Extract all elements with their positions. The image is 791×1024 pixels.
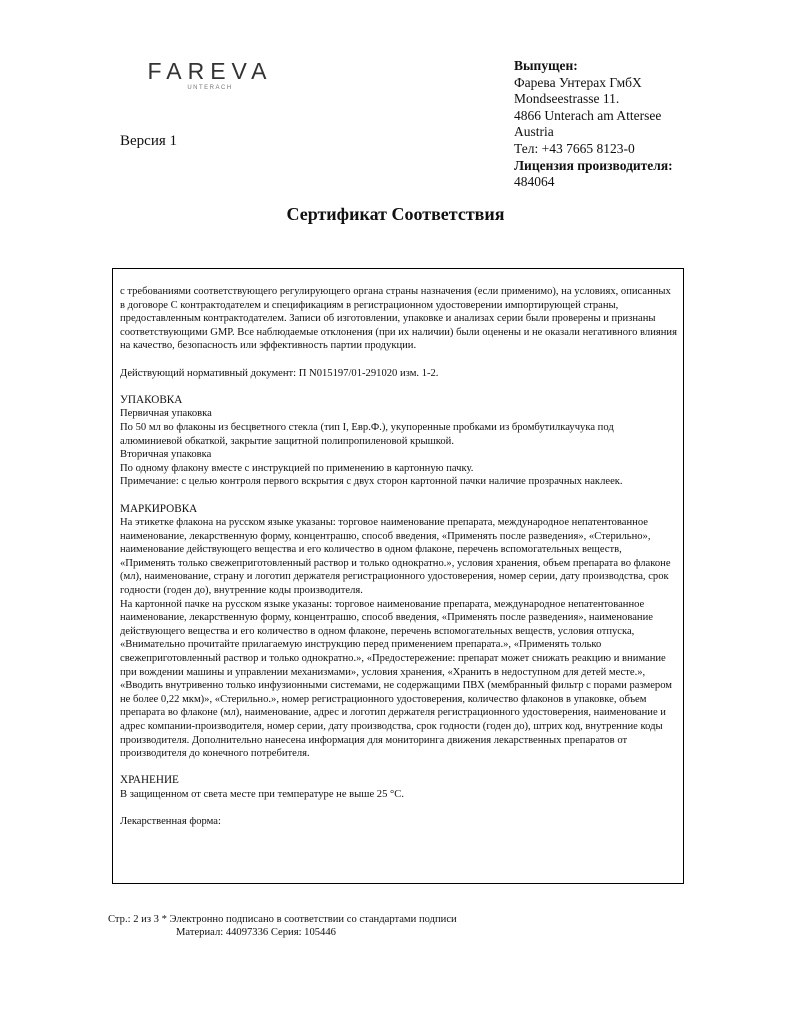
issued-label: Выпущен:	[514, 58, 578, 73]
dosage-form-label: Лекарственная форма:	[120, 816, 221, 828]
issuer-line: Austria	[514, 124, 554, 140]
version-label: Версия 1	[120, 133, 177, 149]
issuer-block	[514, 58, 784, 191]
footer-material-batch: Материал: 44097336 Серия: 105446	[176, 927, 336, 938]
storage-text: В защищенном от света месте при температуре не выше 25 °С.	[120, 788, 405, 800]
page-footer	[108, 913, 768, 939]
normative-document: Действующий нормативный документ: П N015197/01-291020 изм. 1-2.	[120, 367, 439, 379]
issuer-line: Фарева Унтерах ГмбХ	[514, 74, 642, 90]
spacer	[120, 380, 677, 394]
labeling-heading: МАРКИРОВКА	[120, 502, 198, 515]
logo-subtitle: UNTERACH	[187, 85, 233, 91]
certificate-content	[112, 268, 684, 884]
license-label: Лицензия производителя:	[514, 157, 673, 173]
footer-page-signature: Стр.: 2 из 3 * Электронно подписано в соответствии со стандартами подписи	[108, 914, 457, 925]
spacer	[120, 489, 677, 503]
issuer-line: 4866 Unterach am Attersee	[514, 107, 662, 123]
intro-paragraph: с требованиями соответствующего регулирующего органа страны назначения (если применимо), на условиях, описанных в договоре С контрактодателем и спецификациям в регистрационном удостоверении импортирующей страны, предоставленным контрактодателем. Записи об изготовлении, упаковке и анализах серии были проверены и признаны соответствующими GMP. Все наблюдаемые отклонения (при их наличии) были оценены и не оказали негативного влияния на качество, безопасность или эффективность партии продукции.	[120, 286, 677, 352]
vial-labeling-text: На этикетке флакона на русском языке указаны: торговое наименование препарата, международное непатентованное наименование, лекарственную форму, концентрашю, способ введения, «Применять после разведения», «Стерильно», наименование действующего вещества и его количество в одном флаконе, перечень вспомогательных веществ, «Применять только свежеприготовленный раствор и только однократно.», условия хранения, объем препарата во флаконе (мл), наименование, страну и логотип держателя регистрационного удостоверения, номер серии, дату производства, срок годности (годен до), внутренние коды производителя.	[120, 517, 671, 597]
logo-wordmark: FAREVA	[147, 58, 273, 84]
fareva-logo	[125, 58, 295, 92]
carton-labeling-text: На картонной пачке на русском языке указаны: торговое наименование препарата, международное непатентованное наименование, лекарственную форму, концентрашю, способ введения, «Применять после разведения», наименование действующего вещества и его количество в одном флаконе, перечень вспомогательных веществ, условия отпуска, «Внимательно прочитайте прилагаемую инструкцию перед применением препарата.», «Применять только свежеприготовленный раствор и только однократно.», «Предостережение: препарат может снижать реакцию и внимание при вождении машины и управлении механизмами», условия хранения, «Хранить в недоступном для детей месте.», «Вводить внутривенно только инфузионными системами, не содержащими ПВХ (мембранный фильтр с порами размером не более 0,22 мкм)», «Стерильно.», номер регистрационного удостоверения, количество флаконов в упаковке, объем препарата во флаконе (мл), наименование, адрес и логотип держателя регистрационного удостоверения, наименование и адрес компании-производителя, номер серии, дату производства, срок годности (годен до), штрих код, внутренние коды производителя. Дополнительно нанесена информация для мониторинга движения лекарственных препаратов от производителя до конечного потребителя.	[120, 598, 673, 760]
primary-packaging-label: Первичная упаковка	[120, 408, 212, 420]
spacer	[120, 802, 677, 816]
spacer	[120, 761, 677, 775]
issuer-line: Тел: +43 7665 8123-0	[514, 140, 635, 156]
storage-heading: ХРАНЕНИЕ	[120, 774, 179, 787]
packaging-note: Примечание: с целью контроля первого вскрытия с двух сторон картонной пачки наличие прозрачных наклеек.	[120, 476, 623, 488]
secondary-packaging-text: По одному флакону вместе с инструкцией по применению в картонную пачку.	[120, 462, 474, 474]
primary-packaging-text: По 50 мл во флаконы из бесцветного стекла (тип I, Евр.Ф.), укупоренные пробками из бромбутилкаучука под алюминиевой обкаткой, закрытие защитной полипропиленовой крышкой.	[120, 421, 614, 447]
license-number: 484064	[514, 174, 555, 190]
issuer-line: Mondseestrasse 11.	[514, 91, 620, 107]
secondary-packaging-label: Вторичная упаковка	[120, 449, 212, 461]
spacer	[120, 353, 677, 367]
page-title: Сертификат Соответствия	[286, 204, 505, 224]
packaging-heading: УПАКОВКА	[120, 393, 183, 406]
